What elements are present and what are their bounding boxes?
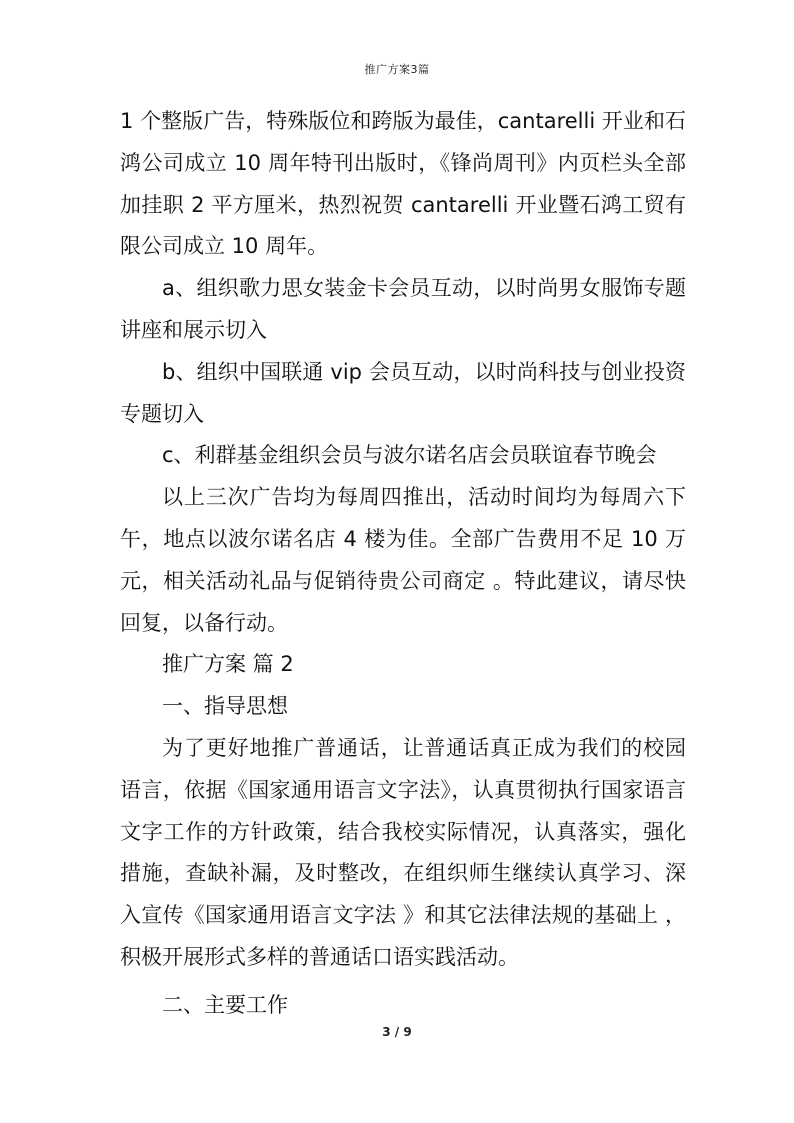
section-title-plan-2: 推广方案 篇 2	[162, 652, 294, 677]
page-number: 3 / 9	[382, 1025, 412, 1039]
document-body	[120, 101, 686, 1027]
paragraph-summary: 以上三次广告均为每周四推出，活动时间均为每周六下午，地点以波尔诺名店 4 楼为佳。全部广告费用不足 10 万元，相关活动礼品与促销待贵公司商定 。特此建议，请尽快回复，以备行动。	[120, 485, 686, 635]
heading-main-work: 二、主要工作	[162, 992, 288, 1017]
heading-guiding-ideology: 一、指导思想	[162, 694, 288, 719]
paragraph-item-c: c、利群基金组织会员与波尔诺名店会员联谊春节晚会	[162, 443, 657, 468]
page-header: 推广方案3篇	[364, 63, 430, 76]
paragraph-guiding-ideology: 为了更好地推广普通话，让普通话真正成为我们的校园语言，依据《国家通用语言文字法》，认真贯彻执行国家语言文字工作的方针政策，结合我校实际情况，认真落实，强化措施，查缺补漏，及时整改，在组织师生继续认真学习、深入宣传《国家通用语言文字法 》和其它法律法规的基础上 ，积极开展形式多样的普通话口语实践活动。	[120, 735, 686, 969]
paragraph-ad-details: 1 个整版广告，特殊版位和跨版为最佳，cantarelli 开业和石鸿公司成立 10 周年特刊出版时，《锋尚周刊》内页栏头全部加挂职 2 平方厘米，热烈祝贺 cantarelli 开业暨石鸿工贸有限公司成立 10 周年。	[120, 109, 686, 259]
paragraph-item-b: b、组织中国联通 vip 会员互动，以时尚科技与创业投资专题切入	[120, 359, 686, 426]
paragraph-item-a: a、组织歌力思女装金卡会员互动，以时尚男女服饰专题讲座和展示切入	[120, 276, 686, 342]
